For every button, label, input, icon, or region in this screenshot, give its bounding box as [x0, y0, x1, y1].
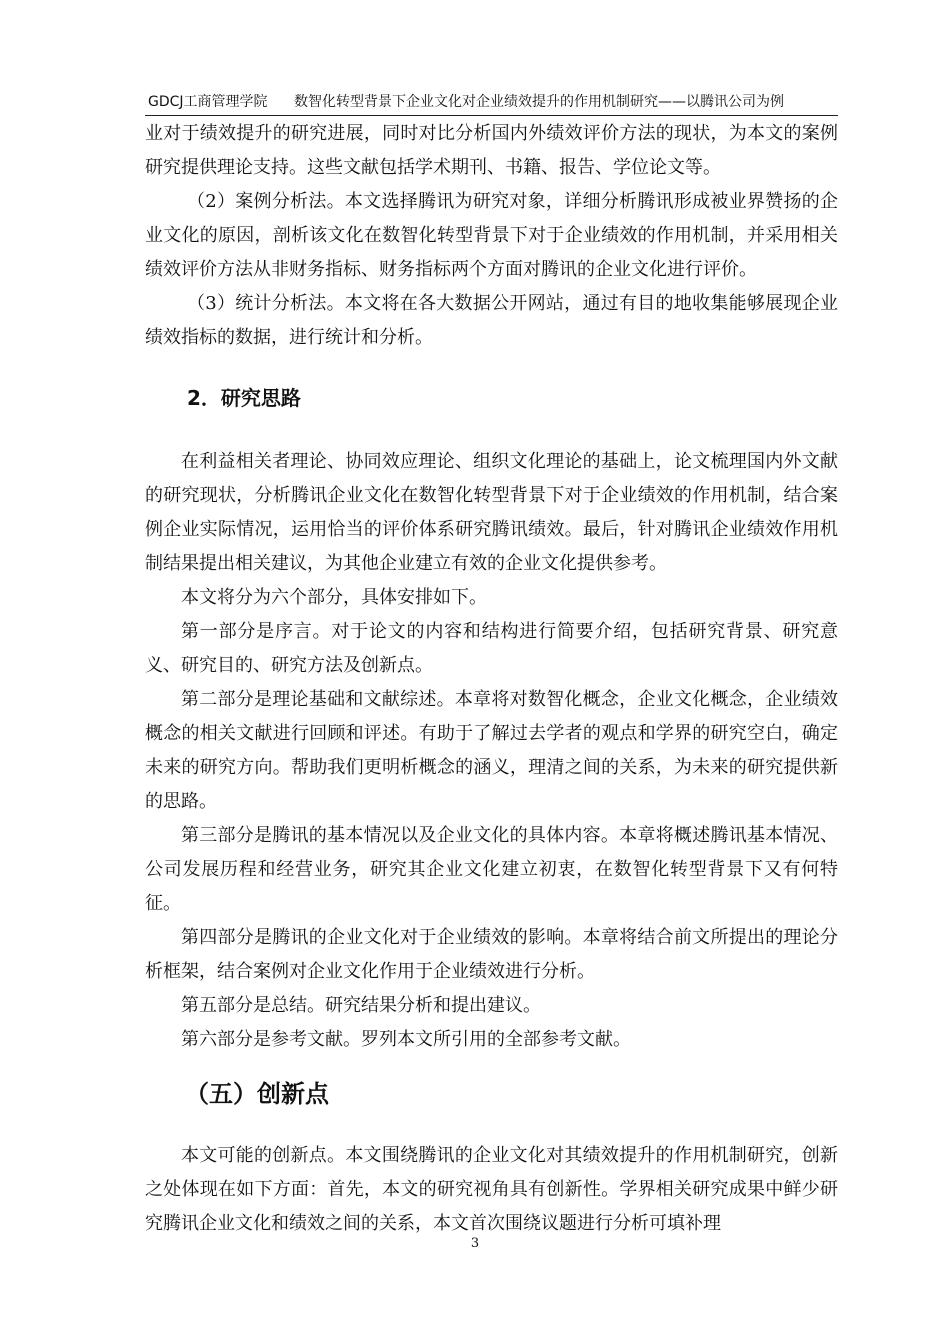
paragraph-statistical-analysis: （3）统计分析法。本文将在各大数据公开网站，通过有目的地收集能够展现企业绩效指标的数据，进行统计和分析。 [145, 293, 838, 348]
paragraph-part-three: 第三部分是腾讯的基本情况以及企业文化的具体内容。本章将概述腾讯基本情况、公司发展历程和经营业务，研究其企业文化建立初衷，在数智化转型背景下又有何特征。 [145, 825, 838, 914]
paragraph-part-one: 第一部分是序言。对于论文的内容和结构进行简要介绍，包括研究背景、研究意义、研究目的、研究方法及创新点。 [145, 621, 838, 676]
header-school: GDCJ工商管理学院 [148, 94, 268, 110]
header-rule [145, 115, 838, 116]
paragraph-case-analysis: （2）案例分析法。本文选择腾讯为研究对象，详细分析腾讯形成被业界赞扬的企业文化的原因，剖析该文化在数智化转型背景下对于企业绩效的作用机制，并采用相关绩效评价方法从非财务指标、财务指标两个方面对腾讯的企业文化进行评价。 [145, 191, 838, 280]
page-body [145, 117, 838, 1241]
paragraph-part-four: 第四部分是腾讯的企业文化对于企业绩效的影响。本章将结合前文所提出的理论分析框架，结合案例对企业文化作用于企业绩效进行分析。 [145, 927, 838, 982]
page-header [148, 92, 838, 112]
paragraph-part-five: 第五部分是总结。研究结果分析和提出建议。 [181, 995, 541, 1016]
header-title: 数智化转型背景下企业文化对企业绩效提升的作用机制研究——以腾讯公司为例 [294, 94, 784, 110]
section-heading-research-approach: 2．研究思路 [187, 386, 301, 410]
section-heading-innovation: （五）创新点 [185, 1080, 329, 1108]
paragraph-structure-intro: 本文将分为六个部分，具体安排如下。 [181, 587, 487, 608]
paragraph-part-six: 第六部分是参考文献。罗列本文所引用的全部参考文献。 [181, 1029, 631, 1050]
paragraph-part-two: 第二部分是理论基础和文献综述。本章将对数智化概念，企业文化概念，企业绩效概念的相关文献进行回顾和评述。有助于了解过去学者的观点和学界的研究空白，确定未来的研究方向。帮助我们更明析概念的涵义，理清之间的关系，为未来的研究提供新的思路。 [145, 689, 838, 812]
paragraph-research-approach: 在利益相关者理论、协同效应理论、组织文化理论的基础上，论文梳理国内外文献的研究现状，分析腾讯企业文化在数智化转型背景下对于企业绩效的作用机制，结合案例企业实际情况，运用恰当的评价体系研究腾讯绩效。最后，针对腾讯企业绩效作用机制结果提出相关建议，为其他企业建立有效的企业文化提供参考。 [145, 451, 838, 574]
paragraph-innovation: 本文可能的创新点。本文围绕腾讯的企业文化对其绩效提升的作用机制研究，创新之处体现在如下方面：首先，本文的研究视角具有创新性。学界相关研究成果中鲜少研究腾讯企业文化和绩效之间的关系，本文首次围绕议题进行分析可填补理 [145, 1145, 838, 1234]
paragraph-continued: 业对于绩效提升的研究进展，同时对比分析国内外绩效评价方法的现状，为本文的案例研究提供理论支持。这些文献包括学术期刊、书籍、报告、学位论文等。 [145, 123, 838, 178]
page-number: 3 [470, 1236, 480, 1251]
